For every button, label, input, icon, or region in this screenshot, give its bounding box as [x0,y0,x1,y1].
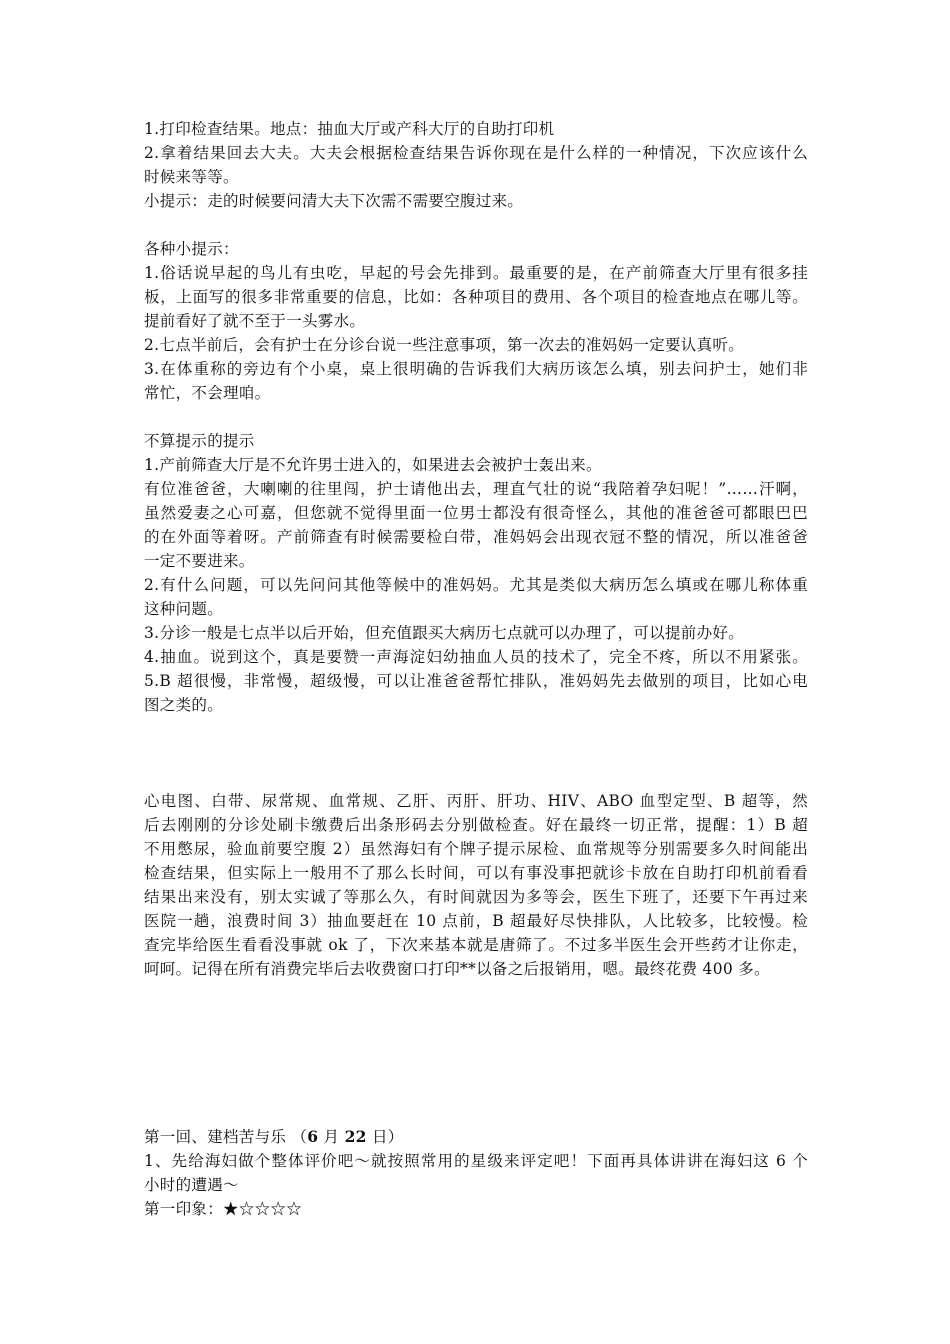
paragraph-line: 时候来等等。 [144,168,239,186]
chapter-heading [144,1125,404,1149]
paragraph-line: 后去刚刚的分诊处刷卡缴费后出条形码去分别做检查。好在最终一切正常，提醒：1）B 超 [144,816,808,834]
paragraph-line: 1.打印检查结果。地点：抽血大厅或产科大厅的自助打印机 [144,120,555,138]
paragraph-line: 检查结果，但实际上一般用不了那么长时间，可以有事没事把就诊卡放在自助打印机前看看 [144,864,808,882]
paragraph-line: 4.抽血。说到这个，真是要赞一声海淀妇幼抽血人员的技术了，完全不疼，所以不用紧张。 [144,648,808,666]
paragraph-line: 呵呵。记得在所有消费完毕后去收费窗口打印**以备之后报销用，嗯。最终花费 400 多。 [144,960,770,978]
chapter-day-unit: 日） [366,1128,404,1146]
paragraph-line: 小提示：走的时候要问清大夫下次需不需要空腹过来。 [144,192,524,210]
paragraph-line: 提前看好了就不至于一头雾水。 [144,312,366,330]
paragraph-line: 3.分诊一般是七点半以后开始，但充值跟买大病历七点就可以办理了，可以提前办好。 [144,624,744,642]
paragraph-line: 查完毕给医生看看没事就 ok 了，下次来基本就是唐筛了。不过多半医生会开些药才让你走， [144,936,808,954]
chapter-month: 6 [307,1127,319,1146]
paragraph-line: 结果出来没有，别太实诚了等那么久，有时间就因为多等会，医生下班了，还要下午再过来 [144,888,808,906]
paragraph-line: 心电图、白带、尿常规、血常规、乙肝、丙肝、肝功、HIV、ABO 血型定型、B 超等，然 [144,792,808,810]
paragraph-line: 一定不要进来。 [144,552,255,570]
paragraph-line: 这种问题。 [144,600,224,618]
paragraph-line: 图之类的。 [144,696,224,714]
rating-line: 第一印象：★☆☆☆☆ [144,1200,303,1218]
paragraph-line: 不用憋尿，验血前要空腹 2）虽然海妇有个牌子提示尿检、血常规等分别需要多久时间能出 [144,840,808,858]
paragraph-line: 1.俗话说早起的鸟儿有虫吃，早起的号会先排到。最重要的是，在产前筛查大厅里有很多挂 [144,264,808,282]
section-heading: 不算提示的提示 [144,432,255,450]
paragraph-line: 5.B 超很慢，非常慢，超级慢，可以让准爸爸帮忙排队，准妈妈先去做别的项目，比如心电 [144,672,808,690]
paragraph-line: 3.在体重称的旁边有个小桌，桌上很明确的告诉我们大病历该怎么填，别去问护士，她们非 [144,360,808,378]
paragraph-line: 医院一趟，浪费时间 3）抽血要赶在 10 点前，B 超最好尽快排队，人比较多，比较慢。检 [144,912,808,930]
paragraph-line: 小时的遭遇～ [144,1176,239,1194]
chapter-day: 22 [344,1127,367,1146]
section-heading: 各种小提示： [144,240,239,258]
paragraph-line: 1、先给海妇做个整体评价吧～就按照常用的星级来评定吧！下面再具体讲讲在海妇这 6 个 [144,1152,808,1170]
paragraph-line: 虽然爱妻之心可嘉，但您就不觉得里面一位男士都没有很奇怪么，其他的准爸爸可都眼巴巴 [144,504,808,522]
paragraph-line: 常忙，不会理咱。 [144,384,271,402]
chapter-heading-text: 第一回、建档苦与乐 （ [144,1128,308,1146]
paragraph-line: 的在外面等着呀。产前筛查有时候需要检白带，准妈妈会出现衣冠不整的情况，所以准爸爸 [144,528,808,546]
chapter-month-unit: 月 [318,1128,345,1146]
paragraph-line: 2.拿着结果回去大夫。大夫会根据检查结果告诉你现在是什么样的一种情况，下次应该什么 [144,144,808,162]
paragraph-line: 2.七点半前后，会有护士在分诊台说一些注意事项，第一次去的准妈妈一定要认真听。 [144,336,744,354]
paragraph-line: 有位准爸爸，大喇喇的往里闯，护士请他出去，理直气壮的说“我陪着孕妇呢！”……汗啊， [144,480,808,498]
paragraph-line: 2.有什么问题，可以先问问其他等候中的准妈妈。尤其是类似大病历怎么填或在哪儿称体重 [144,576,808,594]
paragraph-line: 板，上面写的很多非常重要的信息，比如：各种项目的费用、各个项目的检查地点在哪儿等。 [144,288,808,306]
paragraph-line: 1.产前筛查大厅是不允许男士进入的，如果进去会被护士轰出来。 [144,456,602,474]
